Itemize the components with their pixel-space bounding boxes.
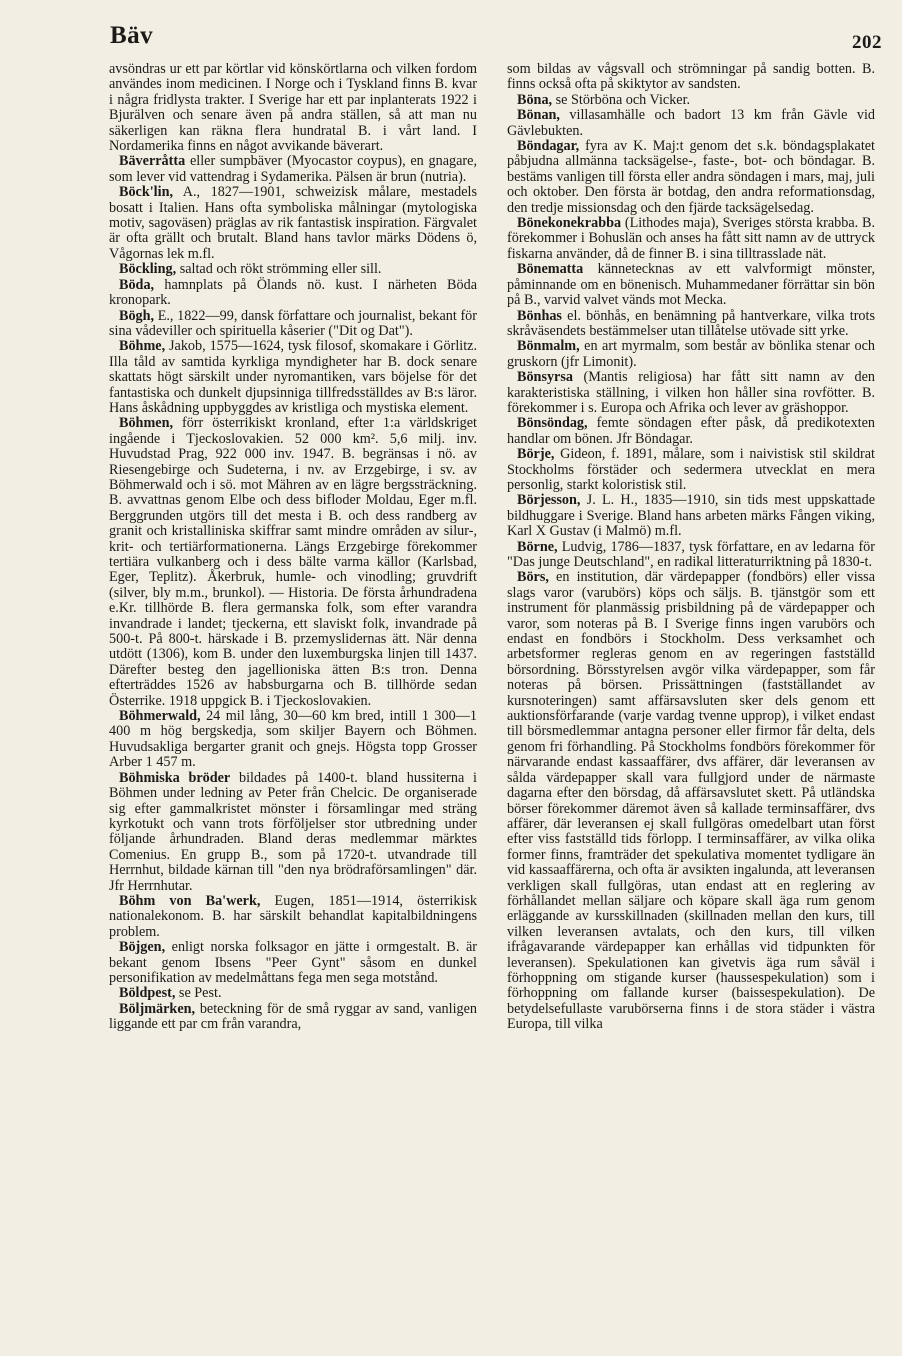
entry-text: Jakob, 1575—1624, tysk filosof, skomakare i Görlitz. Illa tåld av samtida kyrkliga myndigheter har B. dock senare skattats högt särskilt under nyromantiken, vars böjelse för det fantastiska och dunkelt djupsinniga tillfredsställdes av B:s läror. Hans åskådning uppbyggdes av kristliga och mystiska element. <box>109 338 477 416</box>
entry-text: J. L. H., 1835—1910, sin tids mest uppskattade bildhuggare i Sverige. Bland hans arbeten märks Fången viking, Karl X Gustav (i Malmö) m.fl. <box>507 492 875 540</box>
entry-text: fyra av K. Maj:t genom det s.k. böndagsplakatet påbjudna allmänna tacksägelse-, faste-, bot- och böndagar. B. bestäms vanligen till första eller andra söndagen i mars, maj, juli och oktober. Den första är botdag, den andra reformationsdag, den tredje missionsdag och den fjärde tacksägelsedag. <box>507 138 875 216</box>
entry-text: eller sumpbäver (Myocastor coypus), en gnagare, som lever vid vattendrag i Sydamerika. Pälsen är brun (nutria). <box>109 153 477 185</box>
entry-text: se Störböna och Vicker. <box>552 91 691 108</box>
entry-headword: Bögh, <box>119 307 155 324</box>
entry-headword: Bönmalm, <box>517 338 580 355</box>
entry-text: (Lithodes maja), Sveriges största krabba. B. förekommer i Bohuslän och anses ha fått sitt namn av de uttryck fiskarna använder, då de finner B. i sina tilltrasslade nät. <box>507 215 875 262</box>
entry-text: kännetecknas av ett valvformigt mönster, påminnande om en bönenisch. Muhammedaner förrättar sin bön på B., varvid valvet vänds mot Mecka. <box>507 261 875 309</box>
dictionary-entry <box>109 185 477 262</box>
entry-text: femte söndagen efter påsk, då predikotexten handlar om bönen. Jfr Böndagar. <box>507 415 875 447</box>
entry-headword: Bönekonekrabba <box>517 215 622 232</box>
dictionary-entry <box>109 986 477 1001</box>
entry-text: el. bönhås, en benämning på hantverkare, vilka trots skråväsendets bestämmelser utan tillåtelse utövade sitt yrke. <box>507 307 875 339</box>
entry-headword: Böhmiska bröder <box>119 769 231 786</box>
entry-text: enligt norska folksagor en jätte i ormgestalt. B. är bekant genom Ibsens "Peer Gynt" såsom en dunkel personifikation av medelmåttans fega men sega motstånd. <box>109 939 477 986</box>
dictionary-entry <box>109 278 477 309</box>
entry-text: A., 1827—1901, schweizisk målare, mestadels bosatt i Italien. Hans ofta symboliska målningar (mytologiska motiv, sagoväsen) präglas av rik fantastisk inspiration. Färgvalet är ofta grällt och brutalt. Bland hans tavlor märks Dödens ö, Vågornas lek m.fl. <box>109 184 477 262</box>
guide-word: Bäv <box>110 22 154 49</box>
entry-headword: Böljmärken, <box>119 1000 196 1017</box>
left-column <box>109 62 477 1033</box>
entry-text: som bildas av vågsvall och strömningar på sandig botten. B. finns också ofta på skiktytor av sandsten. <box>507 61 875 93</box>
entry-text: beteckning för de små ryggar av sand, vanligen liggande ett par cm från varandra, <box>109 1000 477 1033</box>
entry-headword: Börjesson, <box>517 492 581 509</box>
entry-text: en institution, där värdepapper (fondbörs) eller vissa slags varor (varubörs) köps och säljs. B. tjänstgör som ett instrument för planmässig prisbildning på de värdepapper och varor, som noteras på B. I Sverige finns ingen varubörs och endast en fondbörs i Stockholm. Dess verksamhet och arbetsformer regleras genom en av regeringen fastställd börsordning. Börsstyrelsen avgör vilka värdepapper, som får noteras på börsen. Prissättningen (fastställandet av kursnoteringen) samt affärsavsluten sker dels genom ett auktionsförfarande (varje vardag tvenne upprop), i vilket endast till börsmedlemmar antagna personer eller firmor får delta, dels genom fri förhandling. På Stockholms fondbörs förekommer för närvarande endast kassaaffärer, dvs affärer, där leveransen av sålda värdepapper skall vara fullgjord under de närmaste dagarna efter den börsdag, då affärsavslutet skett. På utländska börser förekommer däremot även så kallade terminsaffärer, dvs affärer, där leveransen ej skall fullgöras omedelbart utan först efter viss fastställd tids förlopp. I terminsaffärer, av vilka olika former finns, framträder det spekulativa momentet tydligare än vid kassaaffärerna, och ofta är avsikten ingalunda, att leveransen verkligen skall fullgöras, utan endast att en reglering av förhållandet mellan säljare och köpare skall äga rum genom erläggande av kursskillnaden (skillnaden mellan den kurs, till vilken leveransen avtalats, och den kurs, till vilken ifrågavarande värdepapper kan erhållas vid tidpunkten för leveransen). Spekulationen kan givetvis äga rum såväl i förhoppning om stigande kurser (haussespekulation) som i förhoppning om fallande kurser (baissespekulation). De betydelsefullaste varubörserna finns i de stora städer i västra Europa, till vilka <box>507 569 875 1033</box>
dictionary-entry <box>109 62 477 154</box>
entry-headword: Böhm von Ba'werk, <box>119 892 261 909</box>
entry-headword: Böda, <box>119 276 155 293</box>
dictionary-entry <box>507 62 875 93</box>
dictionary-entry <box>109 709 477 771</box>
dictionary-entry <box>507 540 875 571</box>
entry-headword: Böhmerwald, <box>119 708 201 725</box>
dictionary-entry <box>109 894 477 940</box>
dictionary-entry <box>507 108 875 139</box>
entry-headword: Bäverråtta <box>119 153 186 170</box>
entry-headword: Böna, <box>517 91 553 108</box>
entry-text: Gideon, f. 1891, målare, som i naivistisk stil skildrat Stockholms förstäder och sedermera utvecklat en mera personlig, starkt koloristisk stil. <box>507 446 875 493</box>
dictionary-entry <box>507 447 875 493</box>
page-header <box>0 0 902 60</box>
page-number: 202 <box>852 32 882 53</box>
entry-headword: Böldpest, <box>119 985 176 1002</box>
dictionary-entry <box>507 93 875 108</box>
dictionary-entry <box>109 154 477 185</box>
dictionary-entry <box>507 416 875 447</box>
entry-text: hamnplats på Ölands nö. kust. I närheten Böda kronopark. <box>109 276 477 309</box>
dictionary-entry <box>507 216 875 262</box>
entry-headword: Böhme, <box>119 338 166 355</box>
dictionary-entry <box>507 570 875 1032</box>
entry-headword: Bönematta <box>517 261 584 278</box>
entry-text: 24 mil lång, 30—60 km bred, intill 1 300—1 400 m hög bergskedja, som skiljer Bayern och Böhmen. Huvudsakliga bergarter granit och gnejs. Högsta topp Grosser Arber 1 457 m. <box>109 708 477 771</box>
entry-headword: Bönhas <box>517 307 562 324</box>
dictionary-entry <box>109 339 477 416</box>
entry-text: E., 1822—99, dansk författare och journalist, bekant för sina vådeviller och spirituella kåserier ("Dit og Dat"). <box>109 307 477 339</box>
entry-text: Ludvig, 1786—1837, tysk författare, en av ledarna för "Das junge Deutschland", en radikal litteraturriktning på 1830-t. <box>507 538 875 570</box>
entry-headword: Böhmen, <box>119 415 173 432</box>
dictionary-entry <box>507 339 875 370</box>
entry-headword: Böckling, <box>119 261 177 278</box>
entry-headword: Böjgen, <box>119 939 166 956</box>
entry-headword: Böck'lin, <box>119 184 174 201</box>
dictionary-entry <box>507 139 875 216</box>
entry-text: förr österrikiskt kronland, efter 1:a världskriget ingående i Tjeckoslovakien. 52 000 km². 5,6 milj. inv. Huvudstad Prag, 922 000 inv. 1947. B. begränsas i nö. av Riesengebirge och Sudeterna, i nv. av Erzgebirge, i sv. av Böhmerwald och i sö. mot Mähren av en lägre bergssträckning. B. avvattnas genom Elbe och dess bifloder Moldau, Eger m.fl. Berggrunden utgörs till det mesta i B. och dess randberg av granit och kristalliniska skiffrar samt mindre områden av silur-, krit- och tertiärformationerna. Längs Erzgebirge förekommer tertiära vulkanberg och i dess bälte varma källor (Karlsbad, Eger, Teplitz). Åkerbruk, humle- och vinodling; gruvdrift (silver, bly m.m., brunkol). — Historia. De första århundradena e.Kr. tillhörde B. flera germanska folk, som efter varandra invandrade i landet; tjeckerna, ett slaviskt folk, invandrade på 500-t. På 800-t. härskade i B. przemyslidernas ätt. När denna utdött (1306), kom B. under den luxemburgska linjen till 1437. Därefter besteg den jagellioniska ätten B:s tron. Denna efterträddes 1526 av habsburgarna och B. tillhörde sedan Österrike. 1918 uppgick B. i Tjeckoslovakien. <box>109 415 477 709</box>
right-column <box>507 62 875 1033</box>
dictionary-entry <box>507 493 875 539</box>
dictionary-entry <box>109 1002 477 1033</box>
entry-headword: Bönsyrsa <box>517 369 573 386</box>
entry-text: Eugen, 1851—1914, österrikisk nationalekonom. B. har särskilt behandlat kapitalbildningens problem. <box>109 892 477 940</box>
entry-text: avsöndras ur ett par körtlar vid könskörtlarna och vilken fordom användes inom medicinen. I Norge och i Tyskland finns B. kvar i några fridlysta trakter. I Sverige har ett par inplanterats 1922 i Bjurälven och senare även på andra ställen, så att man nu säkerligen kan räkna flera hundratal B. i vårt land. I Nordamerika finns en något avvikande bäverart. <box>109 61 477 155</box>
entry-text: en art myrmalm, som består av bönlika stenar och gruskorn (jfr Limonit). <box>507 338 875 370</box>
dictionary-entry <box>109 940 477 986</box>
entry-text: bildades på 1400-t. bland hussiterna i Böhmen under ledning av Peter från Chelcic. De organiserade sig efter gammalkristet mönster i församlingar med sträng kyrkotukt och vann trots förföljelser stor utbredning under följande århundraden. Bland deras medlemmar märktes Comenius. En grupp B., som på 1720-t. utvandrade till Herrnhut, bildade kärnan till "den nya brödraförsamlingen" där. Jfr Herrnhutar. <box>109 769 477 894</box>
entry-headword: Börs, <box>517 569 549 586</box>
dictionary-entry <box>507 370 875 416</box>
dictionary-entry <box>109 309 477 340</box>
entry-headword: Böndagar, <box>517 138 580 155</box>
entry-headword: Börje, <box>517 446 555 463</box>
entry-text: (Mantis religiosa) har fått sitt namn av den karakteristiska ställning, i vilken hon håller sina rovfötter. B. förekommer i s. Europa och Afrika och lever av gräshoppor. <box>507 369 875 416</box>
entry-headword: Börne, <box>517 538 558 555</box>
dictionary-entry <box>507 309 875 340</box>
entry-text: villasamhälle och badort 13 km från Gävle vid Gävlebukten. <box>507 107 875 139</box>
entry-headword: Bönan, <box>517 107 560 124</box>
dictionary-entry <box>109 262 477 277</box>
dictionary-entry <box>109 416 477 709</box>
dictionary-entry <box>507 262 875 308</box>
entry-headword: Bönsöndag, <box>517 415 588 432</box>
entry-text: saltad och rökt strömming eller sill. <box>176 261 382 278</box>
dictionary-entry <box>109 771 477 894</box>
entry-text: se Pest. <box>175 985 222 1002</box>
